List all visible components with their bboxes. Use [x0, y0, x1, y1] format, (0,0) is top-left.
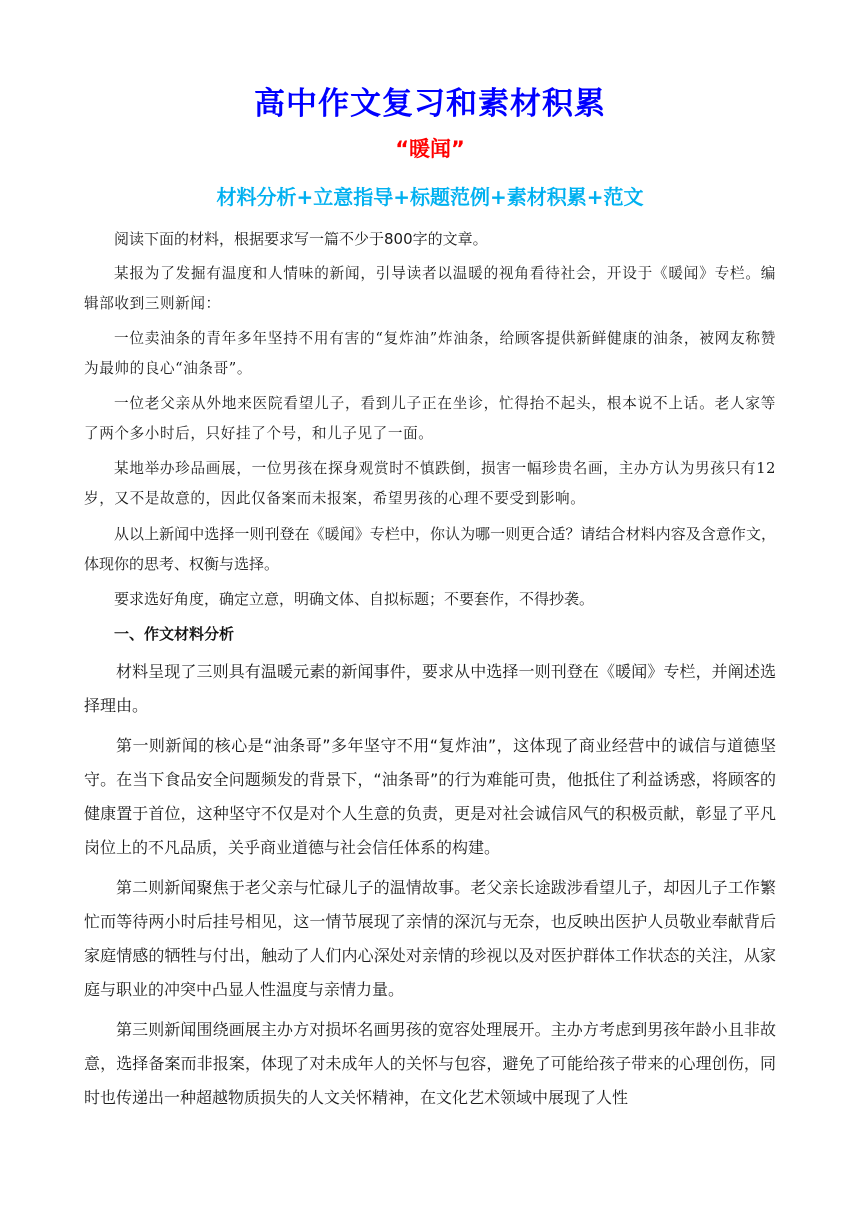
section-heading-analysis: 一、作文材料分析: [114, 625, 235, 643]
analysis-paragraph-2: 第一则新闻的核心是“油条哥”多年坚守不用“复炸油”，这体现了商业经营中的诚信与道德坚守。在当下食品安全问题频发的背景下，“油条哥”的行为难能可贵，他抵住了利益诱惑，将顾客的健康置于首位，这种坚守不仅是对个人生意的负责，更是对社会诚信风气的积极贡献，彰显了平凡岗位上的不凡品质，关乎商业道德与社会信任体系的构建。: [84, 736, 776, 857]
news-item-1: 一位卖油条的青年多年坚持不用有害的“复炸油”炸油条，给顾客提供新鲜健康的油条，被网友称赞为最帅的良心“油条哥”。: [84, 330, 776, 377]
news-item-3: 某地举办珍品画展，一位男孩在探身观赏时不慎跌倒，损害一幅珍贵名画，主办方认为男孩只有12岁，又不是故意的，因此仅备案而未报案，希望男孩的心理不要受到影响。: [84, 460, 776, 507]
prompt-task: 从以上新闻中选择一则刊登在《暖闻》专栏中，你认为哪一则更合适？请结合材料内容及含意作文，体现你的思考、权衡与选择。: [84, 525, 776, 573]
prompt-requirements: 要求选好角度，确定立意，明确文体、自拟标题；不要套作，不得抄袭。: [114, 590, 595, 608]
document-subtitle: “暖闻”: [395, 137, 465, 161]
document-title: 高中作文复习和素材积累: [254, 86, 606, 122]
analysis-paragraph-3: 第二则新闻聚焦于老父亲与忙碌儿子的温情故事。老父亲长途跋涉看望儿子，却因儿子工作繁忙而等待两小时后挂号相见，这一情节展现了亲情的深沉与无奈，也反映出医护人员敬业奉献背后家庭情感的牺牲与付出，触动了人们内心深处对亲情的珍视以及对医护群体工作状态的关注，从家庭与职业的冲突中凸显人性温度与亲情力量。: [84, 878, 776, 999]
news-item-2: 一位老父亲从外地来医院看望儿子，看到儿子正在坐诊，忙得抬不起头，根本说不上话。老人家等了两个多小时后，只好挂了个号，和儿子见了一面。: [84, 395, 776, 442]
prompt-intro: 阅读下面的材料，根据要求写一篇不少于800字的文章。: [114, 230, 488, 248]
analysis-paragraph-4: 第三则新闻围绕画展主办方对损坏名画男孩的宽容处理展开。主办方考虑到男孩年龄小且非故意，选择备案而非报案，体现了对未成年人的关怀与包容，避免了可能给孩子带来的心理创伤，同时也传递出一种超越物质损失的人文关怀精神，在文化艺术领域中展现了人性: [84, 1020, 776, 1107]
prompt-background: 某报为了发掘有温度和人情味的新闻，引导读者以温暖的视角看待社会，开设于《暖闻》专栏。编辑部收到三则新闻：: [84, 265, 776, 312]
document-body: [84, 224, 776, 1121]
analysis-paragraph-1: 材料呈现了三则具有温暖元素的新闻事件，要求从中选择一则刊登在《暖闻》专栏，并阐述选择理由。: [84, 662, 776, 715]
contents-line: 材料分析+立意指导+标题范例+素材积累+范文: [216, 185, 644, 209]
